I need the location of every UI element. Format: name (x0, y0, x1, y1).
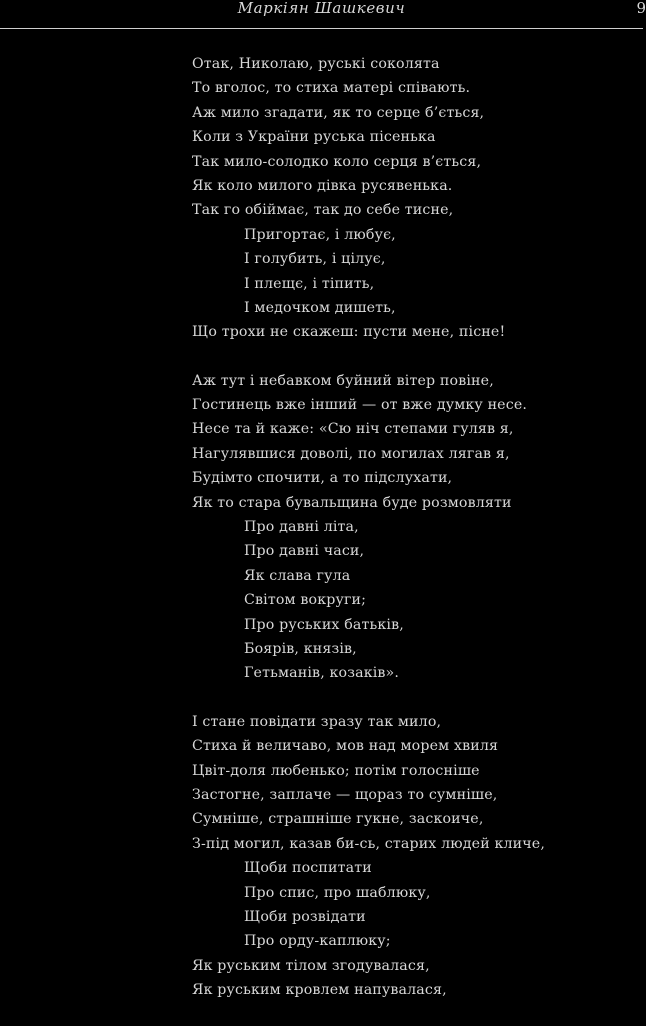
poem-line: Стиха й величаво, мов над морем хвиля (192, 738, 499, 755)
poem-line: Боярів, князів, (244, 640, 357, 657)
poem-line: Нагулявшися доволі, по могилах лягав я, (192, 445, 510, 462)
stanza (192, 52, 632, 345)
poem-line: Аж тут і небавком буйний вітер повіне, (192, 372, 494, 389)
poem-line: І плещє, і тіпить, (244, 275, 375, 292)
poem-line: Світом вокруги; (244, 592, 367, 609)
poem-line: Як руським кровлем напувалася, (192, 982, 447, 999)
poem-line: Гетьманів, козаків». (244, 665, 400, 682)
poem-line: Про давні літа, (244, 519, 359, 536)
poem-line: Аж мило згадати, як то серце б’ється, (192, 104, 485, 121)
page-header (0, 0, 646, 30)
poem-line: Як коло милого дівка русявенька. (192, 177, 453, 194)
poem-line: То вголос, то стиха матері співають. (192, 80, 471, 97)
poem-line: І голубить, і цілує, (244, 251, 386, 268)
poem-line: І стане повідати зразу так мило, (192, 713, 442, 730)
poem-line: Що трохи не скажеш: пусти мене, пісне! (192, 324, 506, 341)
poem-body (192, 52, 632, 1026)
poem-line: Сумніше, страшніше гукне, заскоиче, (192, 811, 484, 828)
poem-line: Так мило-солодко коло серця в’ється, (192, 153, 482, 170)
poem-line: Про руських батьків, (244, 616, 404, 633)
poem-line: Щоби поспитати (244, 860, 372, 877)
header-rule (0, 28, 643, 29)
poem-line: Щоби розвідати (244, 908, 366, 925)
poem-line: Про орду-каплюку; (244, 933, 391, 950)
running-title: Маркіян Шашкевич (237, 0, 406, 17)
poem-line: Як слава гула (244, 567, 351, 584)
poem-line: З-під могил, казав би-сь, старих людей кличе, (192, 835, 546, 852)
poem-line: Про спис, про шаблюку, (244, 884, 431, 901)
poem-line: Застогне, заплаче — щораз то сумніше, (192, 786, 498, 803)
poem-line: Гостинець вже інший — от вже думку несе. (192, 397, 528, 414)
poem-line: Цвіт-доля любенько; потім голосніше (192, 762, 480, 779)
poem-line: Несе та й каже: «Сю ніч степами гуляв я, (192, 421, 514, 438)
poem-line: Будімто спочити, а то підслухати, (192, 470, 453, 487)
poem-line: Пригортає, і любує, (244, 226, 396, 243)
stanza (192, 710, 632, 1003)
page-number: 9 (636, 0, 646, 17)
poem-line: Отак, Николаю, руські соколята (192, 56, 440, 72)
poem-line: Як руським тілом згодувалася, (192, 957, 430, 974)
poem-line: Про давні часи, (244, 543, 365, 560)
poem-line: Як то стара бувальщина буде розмовляти (192, 494, 512, 511)
poem-line: І медочком дишеть, (244, 299, 396, 316)
poem-line: Коли з України руська пісенька (192, 129, 436, 146)
poem-line: Так го обіймає, так до себе тисне, (192, 202, 454, 219)
stanza (192, 369, 632, 686)
